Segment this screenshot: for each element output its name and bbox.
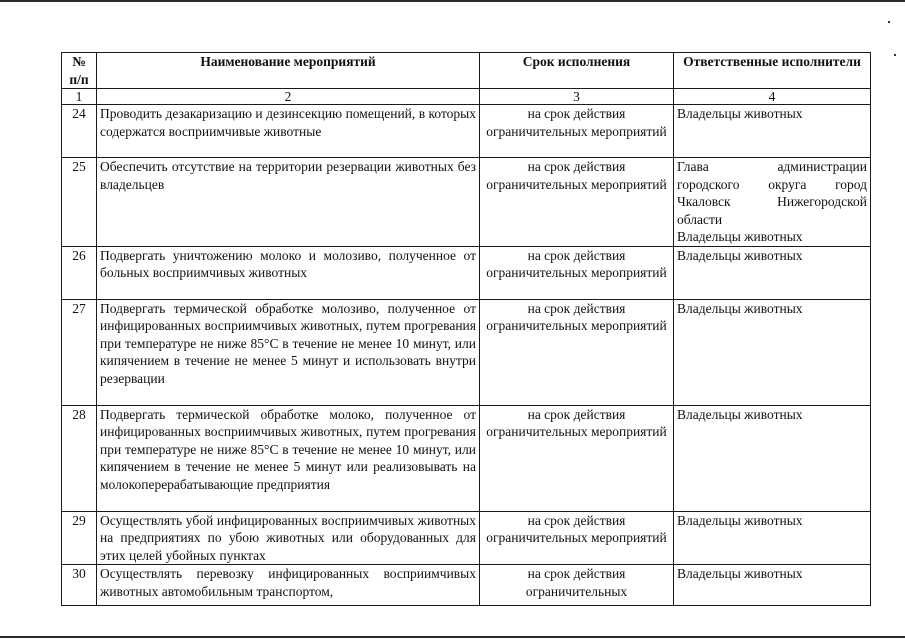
row-number: 28 <box>62 405 97 511</box>
measure-responsible <box>674 158 871 247</box>
header-name: Наименование мероприятий <box>97 53 480 89</box>
measure-responsible <box>674 246 871 299</box>
measure-term: на срок действия ограничительных мероприятий <box>480 511 674 565</box>
responsible-line: Владельцы животных <box>677 106 803 121</box>
responsible-line: Владельцы животных <box>677 406 803 422</box>
column-index: 3 <box>480 89 674 105</box>
measure-term: на срок действия ограничительных мероприятий <box>480 105 674 158</box>
column-index: 1 <box>62 89 97 105</box>
row-number: 30 <box>62 565 97 606</box>
measure-responsible <box>674 511 871 565</box>
responsible-line: Владельцы животных <box>677 229 803 244</box>
measure-term: на срок действия ограничительных мероприятий <box>480 158 674 247</box>
measure-name: Обеспечить отсутствие на территории резервации животных без владельцев <box>97 158 480 247</box>
row-number: 24 <box>62 105 97 158</box>
measure-term: на срок действия ограничительных <box>480 565 674 606</box>
measure-name: Осуществлять убой инфицированных восприимчивых животных на предприятиях по убою животных или оборудованных для этих целей убойных пунктах <box>97 511 480 565</box>
row-number: 29 <box>62 511 97 565</box>
header-resp: Ответственные исполнители <box>674 53 871 89</box>
header-term: Срок исполнения <box>480 53 674 89</box>
measures-table <box>61 52 871 606</box>
row-number: 27 <box>62 299 97 405</box>
measure-responsible <box>674 299 871 405</box>
measure-name: Подвергать термической обработке молоко, полученное от инфицированных восприимчивых животных, путем прогревания при температуре не ниже 85°С в течение не менее 10 минут, или кипячением в течение не менее 5 минут или реализовывать на молокоперерабатывающие предприятия <box>97 405 480 511</box>
measure-responsible <box>674 105 871 158</box>
table-row <box>62 105 871 158</box>
column-index-row <box>62 89 871 105</box>
measure-term: на срок действия ограничительных мероприятий <box>480 405 674 511</box>
scan-border-bottom <box>0 636 905 638</box>
measure-term: на срок действия ограничительных мероприятий <box>480 299 674 405</box>
responsible-line: Владельцы животных <box>677 300 803 316</box>
column-index: 4 <box>674 89 871 105</box>
column-index: 2 <box>97 89 480 105</box>
scan-speck <box>894 54 896 56</box>
measure-responsible <box>674 405 871 511</box>
header-row <box>62 53 871 89</box>
measure-term: на срок действия ограничительных мероприятий <box>480 246 674 299</box>
measure-name: Осуществлять перевозку инфицированных восприимчивых животных автомобильным транспортом, <box>97 565 480 606</box>
table-row <box>62 246 871 299</box>
table-row <box>62 511 871 565</box>
table-row <box>62 565 871 606</box>
table-row <box>62 158 871 247</box>
responsible-line: Владельцы животных <box>677 247 803 263</box>
measure-name: Подвергать термической обработке молозиво, полученное от инфицированных восприимчивых животных, путем прогревания при температуре не ниже 85°С в течение не менее 10 минут, или кипячением в течение не менее 5 минут и использовать внутри резервации <box>97 299 480 405</box>
table-row <box>62 405 871 511</box>
scan-border-top <box>0 0 905 2</box>
measure-name: Подвергать уничтожению молоко и молозиво, полученное от больных восприимчивых животных <box>97 246 480 299</box>
responsible-line: Владельцы животных <box>677 566 803 581</box>
row-number: 26 <box>62 246 97 299</box>
scan-speck <box>888 21 890 23</box>
row-number: 25 <box>62 158 97 247</box>
responsible-line: Глава администрации городского округа город Чкаловск Нижегородской области <box>677 159 867 227</box>
responsible-line: Владельцы животных <box>677 512 803 528</box>
header-num: № п/п <box>62 53 97 89</box>
measure-responsible <box>674 565 871 606</box>
table-row <box>62 299 871 405</box>
measure-name: Проводить дезакаризацию и дезинсекцию помещений, в которых содержатся восприимчивые животные <box>97 105 480 158</box>
